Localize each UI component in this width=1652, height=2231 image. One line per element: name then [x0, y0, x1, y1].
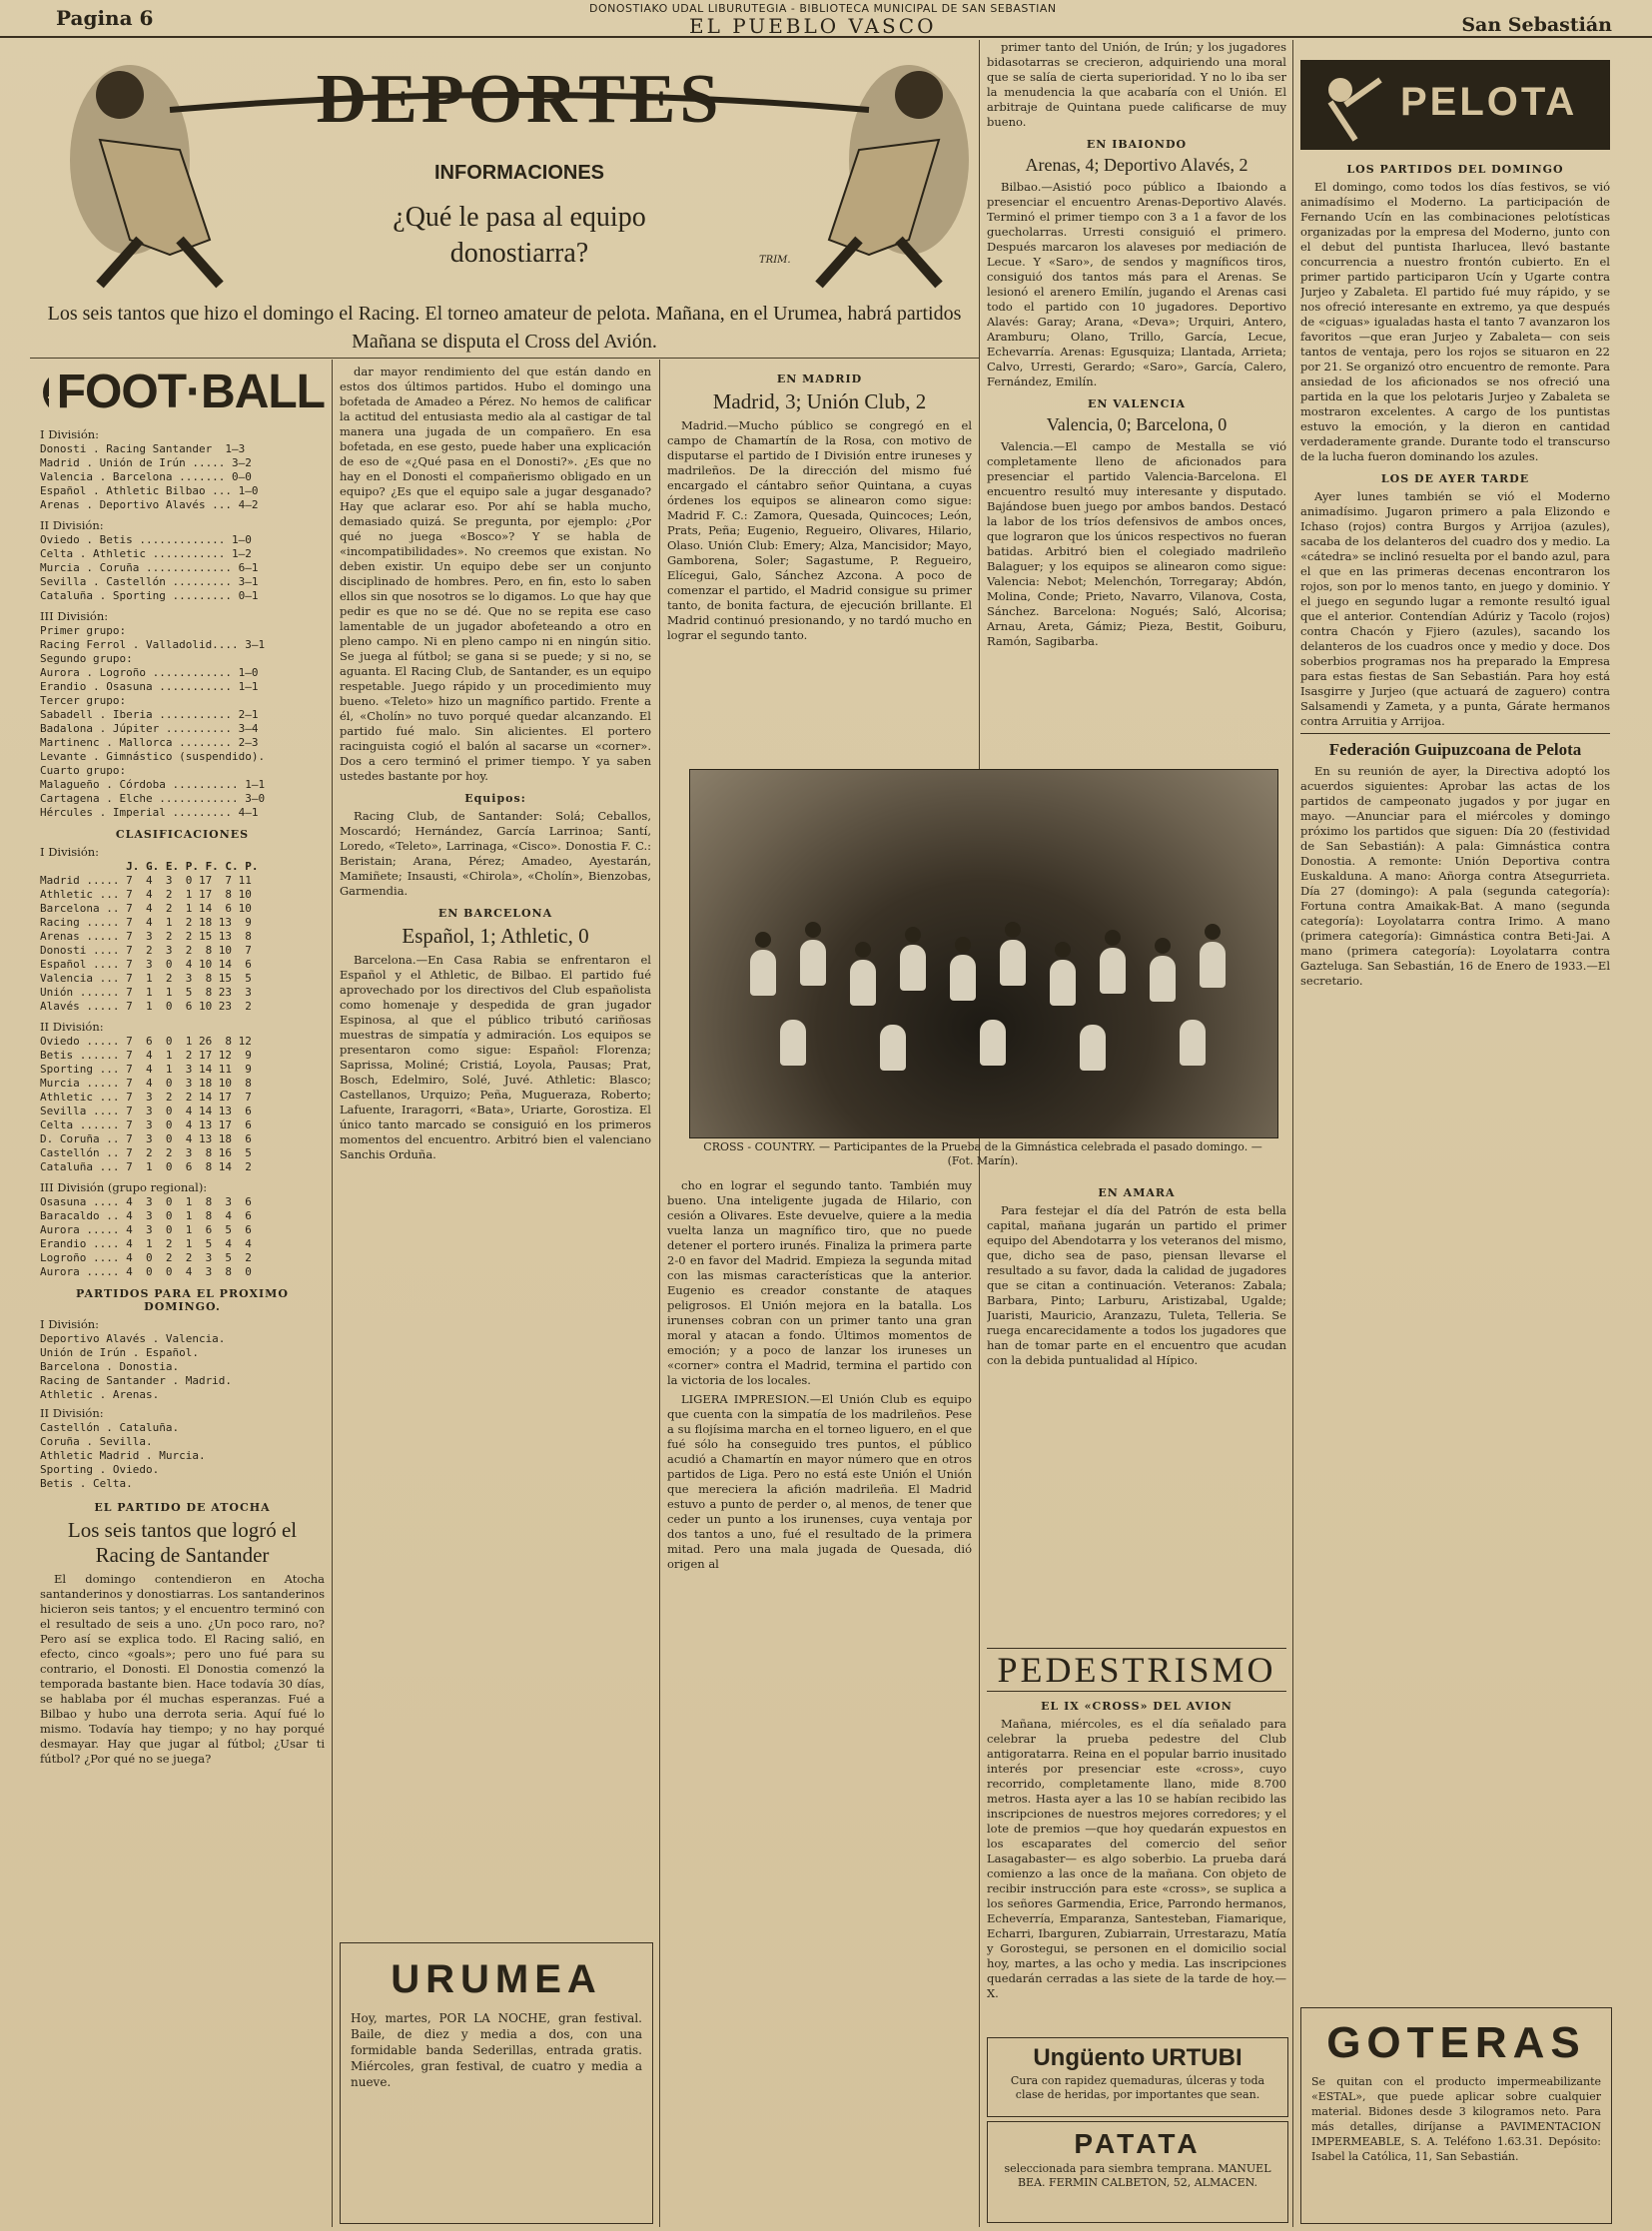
equipos-heading: Equipos: — [464, 792, 526, 805]
list-item: Badalona . Júpiter .......... 3—4 — [40, 722, 259, 735]
ibaiondo-body: Bilbao.—Asistió poco público a Ibaiondo a presenciar el encuentro Arenas-Deportivo Alavés. Terminó el primer tiempo con 3 a 1 a favor de los guecholarras. Urresti consiguió el primero. Después marcaron los alaveses por mediación de Lecue. Y «Saro», de sendos y magníficos tiros, consiguió dos tantos más para el Arenas. Se lesionó el arenero Emilín, jugando el Arenas casi todo el partido con 10 jugadores. Deportivo Alavés: Garay; Arana, «Deva»; Urquiri, Antero, Aramburu; Olano, Trillo, García, Lecue, Echevarría. Arenas: Egusquiza; Llantada, Arrieta; Calvo, Urresti, Gerardo; «Saro», García, Calero, Fernández, Emilín. — [987, 180, 1286, 388]
table-row: Athletic ... 7 3 2 2 14 17 7 — [40, 1091, 252, 1104]
madrid-headline: Madrid, 3; Unión Club, 2 — [712, 389, 927, 413]
table-row: Sporting ... 7 4 1 3 14 11 9 — [40, 1063, 252, 1076]
football-title: FOOT·BALL — [56, 366, 325, 418]
football-column — [40, 365, 325, 2222]
list-item: Cuarto grupo: — [40, 764, 127, 777]
list-item: Betis . Celta. — [40, 1477, 133, 1490]
table-row: Osasuna .... 4 3 0 1 8 3 6 — [40, 1195, 252, 1208]
cross-country-photo — [689, 769, 1278, 1138]
standings-table-div2 — [40, 1035, 325, 1174]
list-item: Madrid . Unión de Irún ..... 3—2 — [40, 456, 252, 469]
ayer-kicker: LOS DE AYER TARDE — [1380, 472, 1530, 485]
next-d1-label: I División: — [40, 1317, 100, 1331]
goteras-ad-title: GOTERAS — [1326, 2018, 1586, 2067]
donostia-article-column — [340, 365, 651, 1937]
barcelona-headline: Español, 1; Athletic, 0 — [402, 924, 589, 948]
urumea-ad-text: Hoy, martes, POR LA NOCHE, gran festival. Baile, de diez y media a dos, con una formidable banda Sederillas, entrada gratis. Miércoles, gran festival, de cuatro y media a nueve. — [351, 2011, 642, 2089]
barcelona-body: Barcelona.—En Casa Rabia se enfrentaron el Español y el Athletic, de Bilbao. El partido fué aprovechado por los directivos del Club españolista como homenaje y despedida de gran jugador Espinosa, al que el público tributó cariñosas muestras de simpatía y admiración. Los equipos se presentaron como sigue: Español: Florenza; Saprissa, Moliné; Cristiá, Loyola, Pausas; Prat, Bosch, Edelmiro, Solé, Juvé. Athletic: Blasco; Castellanos, Urquizo; Peña, Mugueraza, Roberto; Lafuente, Iraragorri, «Bata», Uriarte, Gorostiza. El único tanto marcado se consiguió en los primeros momentos del encuentro. Arbitró bien el valenciano Sanchis Orduña. — [340, 953, 651, 1161]
cross-kicker: EL IX «CROSS» DEL AVION — [1041, 1700, 1233, 1713]
list-item: Español . Athletic Bilbao ... 1—0 — [40, 484, 259, 497]
valencia-kicker: EN VALENCIA — [1087, 397, 1187, 410]
list-item: Erandio . Osasuna ........... 1—1 — [40, 680, 259, 693]
madrid-body: Madrid.—Mucho público se congregó en el campo de Chamartín de la Rosa, con motivo de disputarse el partido de I División entre iruneses y madrileños. De la dirección del mismo fué encargado el cántabro señor Quintana, a cuyas órdenes los equipos se alinearon como sigue: Madrid F. C.: Zamora, Quesada, Quincoces; León, Prats, Peña; Eugenio, Regueiro, Olivares, Hilario, Olaso. Unión Club: Emery; Alza, Mancisidor; Mayo, Gamborena, Soler; Sagastume, P. Regueiro, Elícegui, Galo, Sánchez Azcona. A poco de comenzar el partido, el Madrid consigue su primer tanto, de bonita factura, de ejecución brillante. El Madrid continuó presionando, y no tardó mucho en lograr el segundo tanto. — [667, 418, 972, 642]
goteras-ad-text: Se quitan con el producto impermeabilizante «ESTAL», que puede aplicar sobre cualquier material. Bidones desde 3 kilogramos neto. Para más detalles, diríjanse a PAVIMENTACION IMPERMEABLE, S. A. Teléfono 1.63.31. Depósito: Isabel la Católica, 11, San Sebastián. — [1311, 2075, 1601, 2163]
informaciones-label: INFORMACIONES — [434, 162, 604, 184]
donostia-article-body: dar mayor rendimiento del que están dando en estos dos últimos partidos. Hubo el domingo una bofetada de Amadeo a Pérez. No hemos de calificar la actitud del entusiasta medio ala al castigar de tal manera una jugada de un compañero. En esa bofetada, en ese gesto, puede haber una explicación de eso de «¿Qué pasa en el Donosti?». ¿Es que no hay en el Donosti el compañerismo obligado en un equipo? ¿Es que el equipo sale a jugar desganado? Hay que aclarar eso. Por ahí se habla mucho, demasiado quizá. Se pregunta, por ejemplo: ¿Por qué no juega «Bosco»? Y se habla de «incompatibilidades». No creemos que existan. No deben existir. Un equipo debe ser un conjunto disciplinado de hombres. Pero, en fin, esto lo saben ellos sin que nosotros se lo digamos. Lo que hay que pedir es que no se dé. Que no se repita ese caso lamentable de un jugador abofeteando a otro en pleno campo. Ni en pleno campo ni en ningún sitio. Se juega al fútbol; se gana si se puede; y si no, se aguanta. El Racing Club, de Santander, es un equipo respetable. Juego rápido y un procedimiento muy bueno. «Teleto» hizo un magnífico partido. Frente a él, «Cholín» no tuvo porqué quedar alcanzando. El partido fué malo. Sin alicientes. El portero racinguista cogió el balón al sacarse un «corner». Dos a cero terminó el primer tiempo. Y ya saben ustedes bastante por hoy. — [340, 365, 651, 783]
table-row: Unión ...... 7 1 1 5 8 23 3 — [40, 986, 252, 999]
list-item: Barcelona . Donostia. — [40, 1360, 180, 1373]
list-item: Racing de Santander . Madrid. — [40, 1374, 233, 1387]
pedestrismo-title: PEDESTRISMO — [987, 1648, 1286, 1692]
list-item: Hércules . Imperial ......... 4—1 — [40, 806, 259, 819]
division1-label: I División: — [40, 427, 100, 441]
table-row: Aurora ..... 4 0 0 4 3 8 0 — [40, 1265, 252, 1278]
ayer-body: Ayer lunes también se vió el Moderno animadísimo. Jugaron primero a pala Elizondo e Ichaso (rojos) contra Burgos y Arrijoa (azules), sacaba de los delanteros del cuadro dos y medio. La «cátedra» se inclinó resuelta por el bando azul, para el que en las primeras decenas encontraron los rojos, son por lo menos tanto, en juego y dominio. Y el juego en segundo lugar a remonte resultó igual que el anterior. Contendían Adúriz y Tacolo (rojos) contra Chacón y Fjiero (azules), sacando los delanteros de los cuadros once y medio y doce. Dos soberbios programas nos ha preparado la Empresa para estas fiestas de San Sebastián. Para hoy está Isasgirre y Jurjeo (que actuará de zaguero) contra Salsamendi y Zameta, y a punta, Gárate hermanos contra Arruitia y Arrijoa. — [1300, 489, 1610, 728]
amara-kicker: EN AMARA — [1098, 1186, 1176, 1199]
standings-table-div1 — [40, 874, 325, 1014]
list-item: Sabadell . Iberia ........... 2—1 — [40, 708, 259, 721]
list-item: Murcia . Coruña ............. 6—1 — [40, 561, 259, 574]
table-row: Betis ...... 7 4 1 2 17 12 9 — [40, 1049, 252, 1062]
clasif-div2-label: II División: — [40, 1020, 104, 1034]
photo-caption: CROSS - COUNTRY. — Participantes de la Prueba de la Gimnástica celebrada el pasado domingo. — (Fot. Marín). — [703, 1140, 1262, 1167]
division3-results — [40, 624, 325, 820]
clasif-div3-label: III División (grupo regional): — [40, 1180, 208, 1194]
page-header — [0, 0, 1652, 38]
list-item: Primer grupo: — [40, 624, 127, 637]
urtubi-ad — [987, 2037, 1288, 2117]
table-row: Logroño .... 4 0 2 2 3 5 2 — [40, 1251, 252, 1264]
urumea-ad-title: URUMEA — [391, 1957, 602, 2001]
standings-table-div3 — [40, 1195, 325, 1279]
list-item: Athletic Madrid . Murcia. — [40, 1449, 206, 1462]
next-d2-label: II División: — [40, 1406, 104, 1420]
list-item: Valencia . Barcelona ....... 0—0 — [40, 470, 252, 483]
list-item: Malagueño . Córdoba .......... 1—1 — [40, 778, 266, 791]
artist-signature: TRIM. — [759, 255, 791, 266]
barcelona-kicker: EN BARCELONA — [437, 907, 553, 920]
division1-results — [40, 442, 325, 512]
equipos-lineups: Racing Club, de Santander: Solá; Ceballos, Moscardó; Hernández, García Larrinoa; Santí, Loredo, «Teleto», Larrinaga, «Cisco». Donostia F. C.: Beristain; Arana, Pérez; Amadeo, Ayestarán, Mamiñete; Insausti, «Chirola», «Cholín», Bienzobas, Garmendia. — [340, 809, 651, 898]
pelota-title: PELOTA — [1400, 80, 1578, 124]
list-item: Sporting . Oviedo. — [40, 1463, 160, 1476]
madrid-continuation: cho en lograr el segundo tanto. También muy bueno. Una inteligente jugada de Hilario, con cesión a Olivares. Este devuelve, quiere a la media vuelta lanza un magnífico tiro, que no puede detener el portero irunés. Finaliza la primera parte 2-0 en favor del Madrid. Empieza la segunda mitad con las mismas características que la anterior. Eugenio es creador constante de ataques peligrosos. El Unión mejora en la batalla. Los irunenses cobran con un primer tanto una gran moral y atacan a fondo. Últimos momentos de emoción; y a poco de lanzar los iruneses un «corner» contra el Madrid, termina el partido con la victoria de los locales. — [667, 1178, 972, 1387]
madrid-column-top — [667, 365, 972, 764]
list-item: Celta . Athletic ........... 1—2 — [40, 547, 252, 560]
table-row: Valencia ... 7 1 2 3 8 15 5 — [40, 972, 252, 985]
newspaper-name: EL PUEBLO VASCO — [689, 14, 937, 38]
table-row: Barcelona .. 7 4 2 1 14 6 10 — [40, 902, 252, 915]
page-number: Pagina 6 — [56, 6, 154, 30]
federacion-title: Federación Guipuzcoana de Pelota — [1300, 733, 1610, 760]
atocha-headline: Los seis tantos que logró el Racing de Santander — [67, 1518, 298, 1567]
table-row: Madrid ..... 7 4 3 0 17 7 11 — [40, 874, 252, 887]
union-continuation: primer tanto del Unión, de Irún; y los jugadores bidasotarras se crecieron, adquiriendo una moral que se salía de cierta superioridad. Y no lo iba ser la menudencia la que acabaría con el Unión. El arbitraje de Quintana puede calificarse de muy bueno. — [987, 40, 1286, 129]
table-row: Alavés ..... 7 1 0 6 10 23 2 — [40, 1000, 252, 1013]
table-row: D. Coruña .. 7 3 0 4 13 18 6 — [40, 1132, 252, 1145]
patata-ad — [987, 2121, 1288, 2223]
valencia-headline: Valencia, 0; Barcelona, 0 — [1046, 414, 1228, 434]
main-question: ¿Qué le pasa al equipo donostiarra? — [393, 202, 646, 269]
football-ball-icon — [40, 368, 49, 417]
table-row: Baracaldo .. 4 3 0 1 8 4 6 — [40, 1209, 252, 1222]
table-row: Athletic ... 7 4 2 1 17 8 10 — [40, 888, 252, 901]
pelota-banner — [1300, 60, 1610, 150]
list-item: Coruña . Sevilla. — [40, 1435, 153, 1448]
table-row: Oviedo ..... 7 6 0 1 26 8 12 — [40, 1035, 252, 1048]
next-d2-list — [40, 1421, 325, 1491]
table-row: Donosti .... 7 2 3 2 8 10 7 — [40, 944, 252, 957]
list-item: Cartagena . Elche ............ 3—0 — [40, 792, 266, 805]
urumea-ad — [340, 1942, 653, 2224]
madrid-kicker: EN MADRID — [776, 372, 863, 385]
list-item: Unión de Irún . Español. — [40, 1346, 199, 1359]
patata-ad-title: PATATA — [1074, 2128, 1202, 2159]
amara-column — [987, 1178, 1286, 1648]
list-item: Martinenc . Mallorca ........ 2—3 — [40, 736, 259, 749]
urtubi-ad-title: Ungüento URTUBI — [1033, 2044, 1242, 2071]
table-row: Sevilla .... 7 3 0 4 14 13 6 — [40, 1105, 252, 1117]
list-item: Tercer grupo: — [40, 694, 127, 707]
table-row: Racing ..... 7 4 1 2 18 13 9 — [40, 916, 252, 929]
list-item: Levante . Gimnástico (suspendido). — [40, 750, 266, 763]
table-row: Celta ...... 7 3 0 4 13 17 6 — [40, 1118, 252, 1131]
pelota-kicker: LOS PARTIDOS DEL DOMINGO — [1346, 163, 1564, 176]
urtubi-ad-text: Cura con rapidez quemaduras, úlceras y toda clase de heridas, por importantes que sean. — [1010, 2074, 1265, 2101]
list-item: Racing Ferrol . Valladolid.... 3—1 — [40, 638, 266, 651]
archive-stamp: DONOSTIAKO UDAL LIBURUTEGIA - BIBLIOTECA MUNICIPAL DE SAN SEBASTIAN — [589, 2, 1057, 15]
division2-label: II División: — [40, 518, 104, 532]
table-row: Arenas ..... 7 3 2 2 15 13 8 — [40, 930, 252, 943]
list-item: Oviedo . Betis ............. 1—0 — [40, 533, 252, 546]
next-matches-heading: PARTIDOS PARA EL PROXIMO DOMINGO. — [76, 1287, 289, 1313]
ibaiondo-headline: Arenas, 4; Deportivo Alavés, 2 — [1025, 155, 1248, 175]
division3-label: III División: — [40, 609, 109, 623]
table-row: Aurora ..... 4 3 0 1 6 5 6 — [40, 1223, 252, 1236]
list-item: Arenas . Deportivo Alavés ... 4—2 — [40, 498, 259, 511]
ligera-impresion: LIGERA IMPRESION.—El Unión Club es equipo que cuenta con la simpatía de los madrileños. Pese a su flojísima marcha en el torneo liguero, en el que fué sólo ha conseguido tres puntos, el público acudió a Chamartín en mayor número que en otros partidos de Liga. Pero no está este Unión el Unión que mereciera la afición madrileña. El Madrid estuvo a punto de perder o, al menos, de tener que ceder un punto a los irunenses, cuya ventaja por dos tantos a uno, fué el resultado de la primera mitad. Pero una mala jugada de Quesada, dió origen al — [667, 1392, 972, 1571]
list-item: Sevilla . Castellón ......... 3—1 — [40, 575, 259, 588]
list-item: Deportivo Alavés . Valencia. — [40, 1332, 226, 1345]
list-item: Donosti . Racing Santander 1—3 — [40, 442, 246, 455]
regional-results-column — [987, 40, 1286, 764]
table-row: Cataluña ... 7 1 0 6 8 14 2 — [40, 1160, 252, 1173]
patata-ad-text: seleccionada para siembra temprana. MANUEL BEA. FERMIN CALBETON, 52, ALMACEN. — [1004, 2162, 1271, 2189]
table-row: Español .... 7 3 0 4 10 14 6 — [40, 958, 252, 971]
madrid-column-bottom — [667, 1178, 972, 2222]
city-name: San Sebastián — [1461, 14, 1612, 36]
pelota-body: El domingo, como todos los días festivos, se vió animadísimo el Moderno. La participación de Fernando Ucín en las combinaciones pelotísticas organizadas por la empresa del Moderno, junto con el debut del puntista Iharlucea, llevó bastante concurrencia a nuestro frontón cubierto. En el primer partido participaron Ucín y Ugarte contra Jurjeo y Zabaleta. El partido fué muy rápido, y se nos ofreció interesante en extremo, ya que después de «ciguas» igualadas hasta el tanto 7 avanzaron los favoritos —que eran Jurjeo y Zabaleta— con seis tantos de ventaja, pero los rojos se situaron en 22 por 21. Se organizó otro encuentro de remonte. Para ansiedad de los aficionados se nos ofreció una partida en la que los pelotaris Jurjeo y Zabaleta se mostraron excelentes. A cargo de los puntistas estuvo la emoción, y la dieron en cantidad verdaderamente grande. Durante todo el transcurso de la lucha fueron dominando los azules. — [1300, 180, 1610, 463]
deportes-title: DEPORTES — [316, 61, 723, 138]
list-item: Castellón . Cataluña. — [40, 1421, 180, 1434]
division2-results — [40, 533, 325, 603]
football-heading — [40, 365, 325, 419]
atocha-body: El domingo contendieron en Atocha santanderinos y donostiarras. Los santanderinos hicieron seis tantos; y el encuentro terminó con el resultado de seis a uno. ¿Un poco raro, no? Pero así se explica todo. El Racing salió, en efecto, cinco «goals»; pero uno fué para su contrario, el Donosti. El Donostia comenzó la temporada bastante bien. Hace todavía 30 días, se hablaba por él muchas esperanzas. Fué a Bilbao y hubo una derrota seria. Aquí fué lo mismo. Todavía hay tiempo; y no hay porqué desmayar. Hay que jugar al fútbol; ¿Usar ti fútbol? ¿Por qué no se juega? — [40, 1572, 325, 1766]
table-row: Murcia ..... 7 4 0 3 18 10 8 — [40, 1077, 252, 1090]
list-item: Segundo grupo: — [40, 652, 133, 665]
goteras-ad — [1300, 2007, 1612, 2224]
next-d1-list — [40, 1332, 325, 1402]
clasificaciones-heading: CLASIFICACIONES — [115, 828, 250, 841]
ibaiondo-kicker: EN IBAIONDO — [1086, 138, 1188, 151]
pelota-column — [1300, 155, 1610, 2002]
table-row: Castellón .. 7 2 2 3 8 16 5 — [40, 1146, 252, 1159]
clasif-div1-label: I División: — [40, 845, 100, 859]
cross-body: Mañana, miércoles, es el día señalado para celebrar la prueba pedestre del Club antigoratarra. Reina en el popular barrio inusitado interés por presenciar este «cross», cuyo recorrido, completamente llano, mide 8.700 metros. Hasta ayer a las 10 se habían recibido las inscripciones de nuestros mejores corredores; y el lote de premios —que hoy quedarán expuestos en los escaparates del comercio del señor Lasagabaster— es algo soberbio. La prueba dará comienzo a las once de la mañana. Con objeto de recibir instrucción para este «cross», se suplica a los señores Garmendia, Erice, Parrondo hermanos, Echeverría, Emparanza, Santesteban, Fiamarique, Echarri, Ibarguren, Zubiarrain, Urrestarazu, Matía y Gorostegui, se personen en el domicilio social hoy, martes, a las ocho y media. Las inscripciones quedarán cerradas a las siete de la tarde de hoy.—X. — [987, 1717, 1286, 2000]
page-summary: Los seis tantos que hizo el domingo el Racing. El torneo amateur de pelota. Mañana, en el Urumea, habrá partidos Mañana se disputa el Cross del Avión. — [47, 303, 962, 353]
table-row: Erandio .... 4 1 2 1 5 4 4 — [40, 1237, 252, 1250]
list-item: Athletic . Arenas. — [40, 1388, 160, 1401]
valencia-body: Valencia.—El campo de Mestalla se vió completamente lleno de aficionados para presenciar el partido Valencia-Barcelona. El encuentro resultó muy interesante y disputado. Bajándose buen juego por ambos bandos. Destacó la labor de los tríos defensivos de ambos onces, que lograron que los únicos respectivos no fueran batidas. Arbitró bien el colegiado madrileño Balaguer; y los equipos se alinearon como sigue: Valencia: Nebot; Melenchón, Torregaray; Abdón, Molina, Conde; Prieto, Navarro, Vilanova, Costa, Sánchez. Barcelona: Nogués; Saló, Alcorisa; Arnau, Areta, Gámiz; Pieza, Bestit, Goiburu, Ramón, Sagibarba. — [987, 439, 1286, 648]
table-header: J. G. E. P. F. C. P. — [40, 860, 259, 873]
list-item: Cataluña . Sporting ......... 0—1 — [40, 589, 259, 602]
pedestrismo-column — [987, 1648, 1286, 2037]
atocha-kicker: EL PARTIDO DE ATOCHA — [94, 1501, 271, 1514]
deportes-masthead — [60, 40, 979, 290]
list-item: Aurora . Logroño ............ 1—0 — [40, 666, 259, 679]
federacion-body: En su reunión de ayer, la Directiva adoptó los acuerdos siguientes: Aprobar las actas de los partidos de campeonato jugados y por jugar en mayo. —Anunciar para el miércoles y domingo próximo los partidos que siguen: Día 20 (festividad de San Sebastián): A pala: Gimnástica contra Donostia. A remonte: Unión Deportiva contra Euskalduna. A mano: Añorga contra Atsegurrieta. Día 27 (domingo): A pala (segunda categoría): Fortuna contra Amaikak-Bat. A mano (segunda categoría): Loyolatarra contra Irimo. A mano (primera categoría): Gimnástica contra Beti-Jai. A mano (primera categoría): Loyolatarra contra Gazteluga. San Sebastián, 16 de Enero de 1933.—El secretario. — [1300, 764, 1610, 988]
amara-body: Para festejar el día del Patrón de esta bella capital, mañana jugarán un partido el primer equipo del Abendotarra y los veteranos del mismo, que, dicho sea de paso, piensan llevarse el resultado a su favor, dada la calidad de jugadores que se citan a continuación. Veteranos: Zabala; Barbara, Pinto; Larburu, Aristizabal, Ugalde; Juaristi, Mauricio, Aranzazu, Tuleta, Telleria. Se ruega encarecidamente a todos los jugadores que han de tomar parte en el encuentro que acudan con la debida puntualidad al Hípico. — [987, 1203, 1286, 1367]
